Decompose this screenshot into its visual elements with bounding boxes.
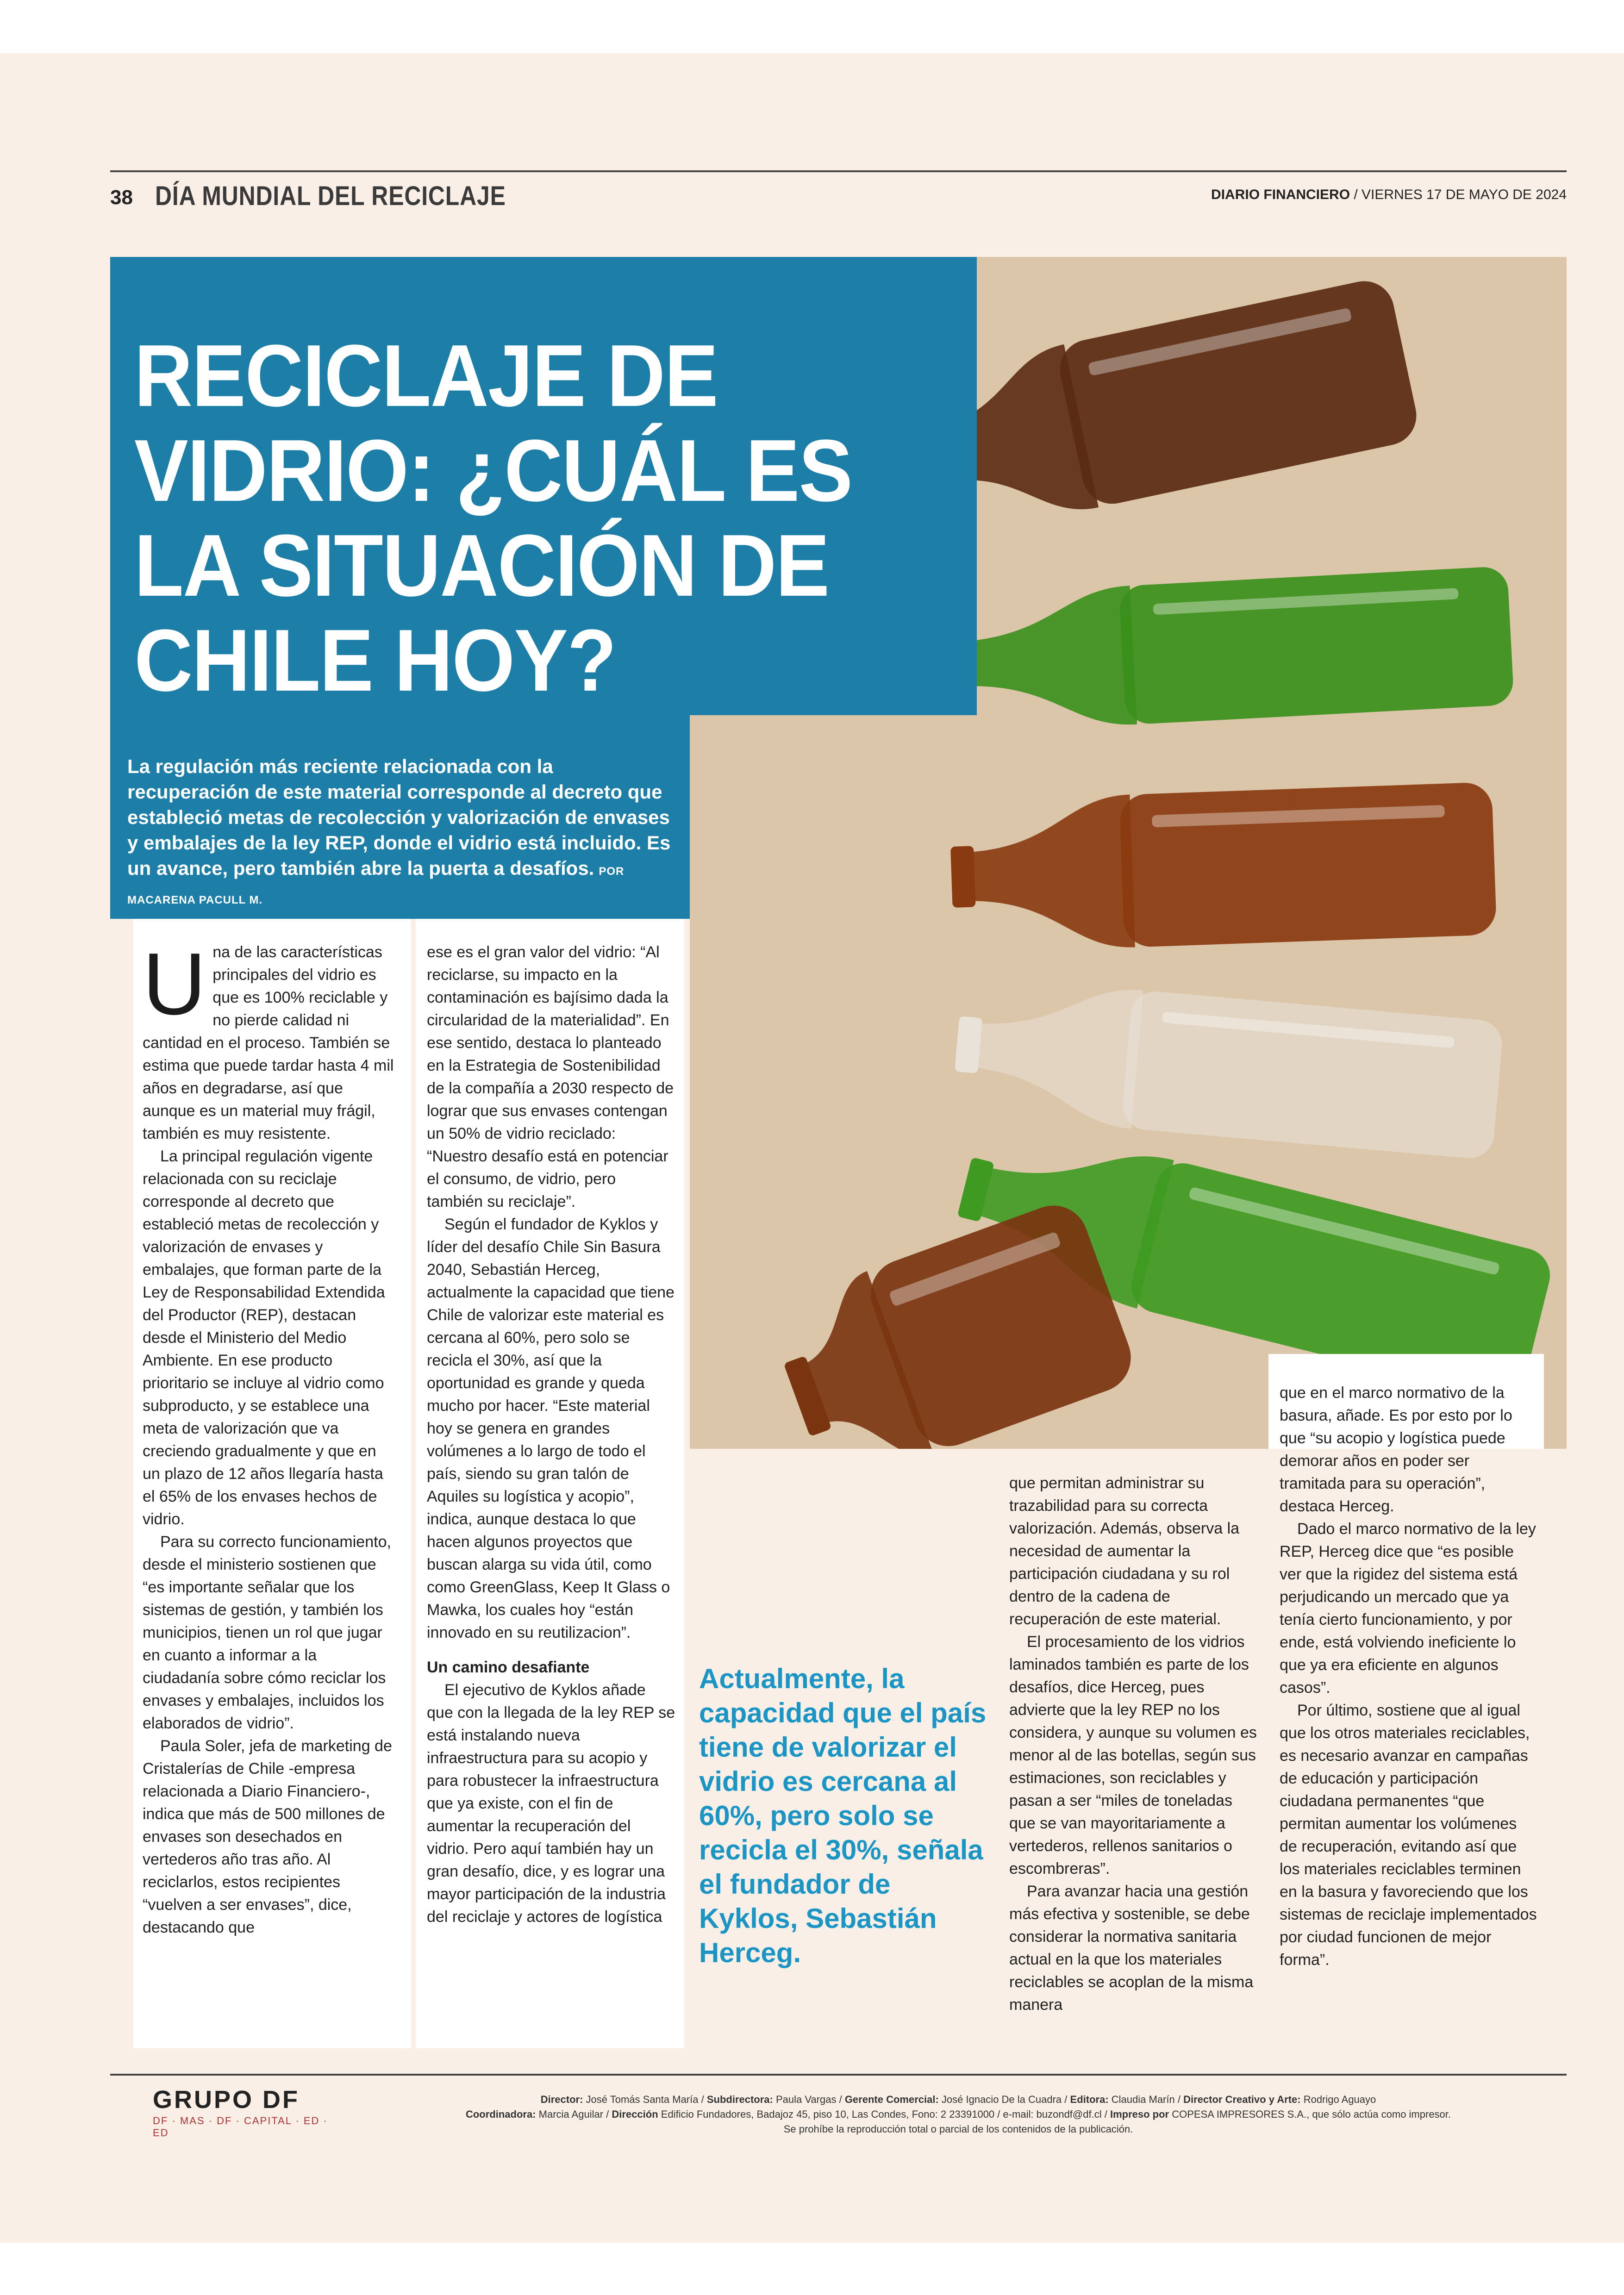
- credits: [352, 2092, 1565, 2137]
- lead-paragraph: [127, 754, 678, 913]
- credits-line-3: Se prohíbe la reproducción total o parcial de los contenidos de la publicación.: [783, 2123, 1133, 2135]
- section-title: DÍA MUNDIAL DEL RECICLAJE: [155, 181, 506, 211]
- logo-text: GRUPO DF: [153, 2086, 300, 2114]
- paragraph: ese es el gran valor del vidrio: “Al reciclarse, su impacto en la contaminación es bajísimo dada la circularidad de la materialidad”. En ese sentido, destaca lo planteado en la Estrategia de Sostenibilidad de la compañía a 2030 respecto de lograr que sus envases contengan un 50% de vidrio reciclado: “Nuestro desafío está en potenciar el consumo, de vidrio, pero también su reciclaje”.: [427, 943, 674, 1210]
- footer-rule: [110, 2074, 1567, 2076]
- page-number: 38: [110, 186, 133, 209]
- credit-label: Director:: [540, 2094, 583, 2105]
- headline: RECICLAJE DE VIDRIO: ¿CUÁL ES LA SITUACIÓN DE CHILE HOY?: [134, 327, 852, 710]
- credit-value: Marcia Aguilar /: [538, 2108, 609, 2120]
- credit-value: Claudia Marín /: [1111, 2094, 1181, 2105]
- credit-value: Edificio Fundadores, Badajoz 45, piso 10, Las Condes, Fono: 2 23391000 / e-mail: buzondf@df.cl /: [661, 2108, 1107, 2120]
- credit-value: José Tomás Santa María /: [586, 2094, 704, 2105]
- bottle-lip: [950, 846, 976, 908]
- lead-text: La regulación más reciente relacionada con la recuperación de este material corresponde al decreto que estableció metas de recolección y valorización de envases y embalajes de la ley REP, donde el vidrio está incluido. Es un avance, pero también abre la puerta a desafíos.: [127, 755, 671, 879]
- subheading: Un camino desafiante: [427, 1659, 590, 1676]
- credit-label: Subdirectora:: [706, 2094, 773, 2105]
- paragraph: Paula Soler, jefa de marketing de Cristalerías de Chile -empresa relacionada a Diario Financiero-, indica que más de 500 millones de envases son desechados en vertederos año tras año. Al reciclarlos, estos recipientes “vuelven a ser envases”, dice, destacando que: [143, 1737, 392, 1936]
- logo-subbrands: DF · MAS · DF · CAPITAL · ED · ED: [153, 2115, 328, 2139]
- paragraph: Según el fundador de Kyklos y líder del desafío Chile Sin Basura 2040, Sebastián Herceg, actualmente la capacidad que tiene Chile de valorizar este material es cercana al 60%, pero solo se recicla el 30%, así que la oportunidad es grande y queda mucho por hacer. “Este material hoy se genera en grandes volúmenes a lo largo de todo el país, siendo su gran talón de Aquiles su logística y acopio”, indica, aunque destaca lo que hacen algunos proyectos que buscan alarga su vida útil, como como GreenGlass, Keep It Glass o Mawka, los cuales hoy “están innovado en su reutilizacion”.: [427, 1216, 675, 1641]
- paragraph: Dado el marco normativo de la ley REP, Herceg dice que “es posible ver que la rigidez del sistema está perjudicando un mercado que ya tenía cierto funcionamiento, y por ende, está volviendo ineficiente lo que ya era eficiente en algunos casos”.: [1280, 1520, 1536, 1696]
- credit-value: Paula Vargas /: [776, 2094, 842, 2105]
- credit-label: Impreso por: [1110, 2108, 1169, 2120]
- paragraph: Por último, sostiene que al igual que los otros materiales reciclables, es necesario avanzar en campañas de educación y participación ciudadana permanentes “que permitan aumentar los volúmenes de recuperación, evitando así que los materiales reciclables terminen en la basura y favoreciendo que los sistemas de reciclaje implementados por ciudad funcionen de mejor forma”.: [1280, 1702, 1537, 1969]
- credit-value: COPESA IMPRESORES S.A., que sólo actúa como impresor.: [1172, 2108, 1451, 2120]
- byline: POR MACARENA PACULL M.: [127, 865, 625, 906]
- masthead: [1211, 187, 1567, 203]
- credits-line-1: [352, 2092, 1565, 2107]
- credit-label: Editora:: [1070, 2094, 1109, 2105]
- paragraph: La principal regulación vigente relacionada con su reciclaje corresponde al decreto que estableció metas de recolección y valorización de envases y embalajes, que forman parte de la Ley de Responsabilidad Extendida del Productor (REP), destacan desde el Ministerio del Medio Ambiente. En ese producto prioritario se incluye al vidrio como subproducto, y se establece una meta de valorización que va creciendo gradualmente y que en un plazo de 12 años llegaría hasta el 65% de los envases hechos de vidrio.: [143, 1148, 385, 1528]
- paragraph: El procesamiento de los vidrios laminados también es parte de los desafíos, dice Herceg, pues advierte que la ley REP no los considera, y aunque su volumen es menor al de las botellas, según sus estimaciones, son reciclables y pasan a ser “miles de toneladas que se van mayoritariamente a vertederos, rellenos sanitarios o escombreras”.: [1009, 1633, 1257, 1877]
- credits-line-2: [352, 2107, 1565, 2122]
- publication-date: / VIERNES 17 DE MAYO DE 2024: [1354, 187, 1567, 202]
- credit-label: Dirección: [612, 2108, 658, 2120]
- paragraph: na de las características principales del vidrio es que es 100% reciclable y no pierde calidad ni cantidad en el proceso. También se estima que puede tardar hasta 4 mil años en degradarse, así que aunque es un material muy frágil, también es muy resistente.: [143, 943, 394, 1142]
- drop-cap: U: [143, 935, 206, 1033]
- paragraph: Para su correcto funcionamiento, desde el ministerio sostienen que “es importante señalar que los sistemas de gestión, y también los municipios, tienen un rol que jugar en cuanto a informar a la ciudadanía sobre cómo reciclar los envases y embalajes, incluidos los elaborados de vidrio”.: [143, 1533, 391, 1732]
- header-rule: [110, 170, 1567, 172]
- paragraph: Para avanzar hacia una gestión más efectiva y sostenible, se debe considerar la normativa sanitaria actual en la que los materiales reciclables se acoplan de la misma manera: [1009, 1883, 1254, 2014]
- paragraph: que permitan administrar su trazabilidad para su correcta valorización. Además, observa la necesidad de aumentar la participación ciudadana y su rol dentro de la cadena de recuperación de este material.: [1009, 1474, 1240, 1628]
- article-column-2: [416, 919, 684, 2048]
- grupo-df-logo: [153, 2085, 329, 2139]
- article-column-1: [133, 919, 411, 2048]
- paragraph: El ejecutivo de Kyklos añade que con la llegada de la ley REP se está instalando nueva infraestructura para su acopio y para robustecer la infraestructura que ya existe, con el fin de aumentar la recuperación del vidrio. Pero aquí también hay un gran desafío, dice, y es lograr una mayor participación de la industria del reciclaje y actores de logística: [427, 1681, 675, 1926]
- article-column-4: [1273, 1382, 1537, 2048]
- credit-value: José Ignacio De la Cuadra /: [941, 2094, 1068, 2105]
- credit-label: Director Creativo y Arte:: [1183, 2094, 1301, 2105]
- credit-label: Coordinadora:: [465, 2108, 536, 2120]
- paragraph: que en el marco normativo de la basura, añade. Es por esto por lo que “su acopio y logística puede demorar años en poder ser tramitada para su operación”, destaca Herceg.: [1280, 1384, 1512, 1515]
- pull-quote: Actualmente, la capacidad que el país tiene de valorizar el vidrio es cercana al 60%, pero solo se recicla el 30%, señala el fundador de Kyklos, Sebastián Herceg.: [699, 1663, 987, 1968]
- publication-name: DIARIO FINANCIERO: [1211, 187, 1350, 202]
- credit-value: Rodrigo Aguayo: [1303, 2094, 1376, 2105]
- credit-label: Gerente Comercial:: [844, 2094, 939, 2105]
- bottle-lip: [955, 1016, 982, 1073]
- article-column-3: [1002, 1449, 1261, 2051]
